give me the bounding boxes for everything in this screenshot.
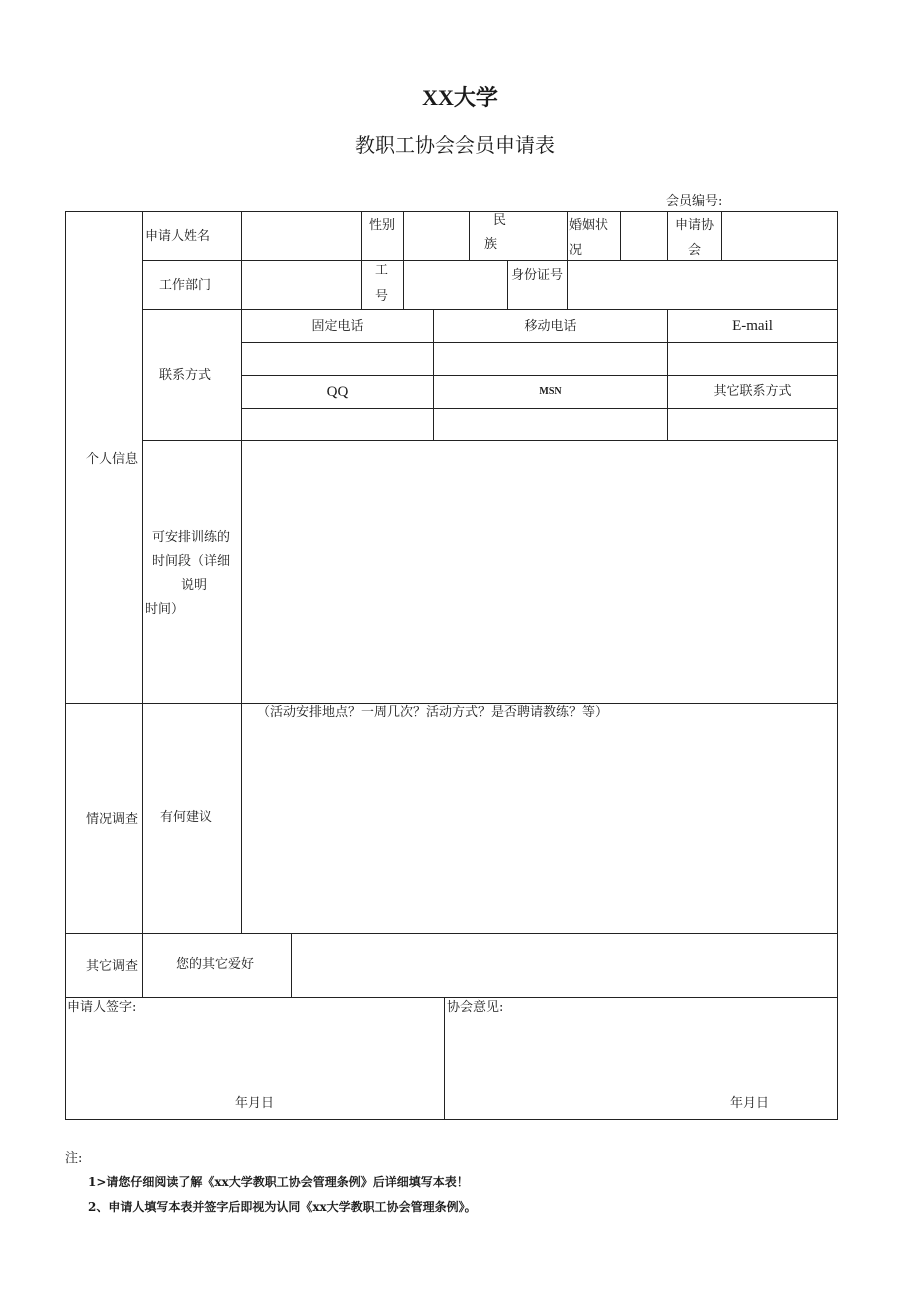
hobbies-label: 您的其它爱好 — [176, 957, 255, 972]
email-header: E-mail — [732, 318, 773, 334]
department-label: 工作部门 — [159, 278, 212, 293]
msn-input[interactable] — [434, 409, 666, 439]
staff-number-input[interactable] — [404, 261, 506, 308]
association-opinion-label: 协会意见: — [447, 1000, 504, 1015]
mobile-header: 移动电话 — [524, 319, 577, 334]
form-title: 教职工协会会员申请表 — [355, 133, 555, 157]
id-number-label: 身份证号 — [511, 268, 564, 283]
suggestions-hint: （活动安排地点？一周几次？活动方式？是否聘请教练？等） — [257, 705, 609, 720]
suggestions-input[interactable] — [242, 724, 836, 932]
note-item-2: 2、申请人填写本表并签字后即视为认同《xx大学教职工协会管理条例》。 — [88, 1200, 477, 1214]
qq-input[interactable] — [242, 409, 432, 439]
note-item-1: 1>请您仔细阅读了解《xx大学教职工协会管理条例》后详细填写本表！ — [88, 1175, 469, 1189]
university-title: XX大学 — [422, 85, 498, 110]
member-number-label: 会员编号: — [666, 194, 723, 209]
gender-label: 性别 — [369, 218, 396, 233]
landline-header: 固定电话 — [311, 319, 364, 334]
other-contact-input[interactable] — [668, 409, 836, 439]
member-number-field[interactable] — [728, 191, 836, 211]
ethnicity-input[interactable] — [470, 212, 566, 259]
email-input[interactable] — [668, 343, 836, 374]
association-input[interactable] — [722, 212, 836, 259]
mobile-input[interactable] — [434, 343, 666, 374]
msn-header: MSN — [539, 386, 562, 397]
association-opinion-field[interactable] — [445, 1018, 836, 1093]
id-number-input[interactable] — [568, 261, 836, 308]
notes-label: 注: — [65, 1151, 83, 1166]
applicant-signature-field[interactable] — [66, 1018, 443, 1093]
gender-input[interactable] — [404, 212, 468, 259]
contact-label: 联系方式 — [159, 368, 212, 383]
section-personal-info: 个人信息 — [86, 452, 139, 467]
training-time-input[interactable] — [242, 441, 836, 702]
applicant-signature-label: 申请人签字: — [67, 1000, 137, 1015]
department-input[interactable] — [242, 261, 360, 308]
qq-header: QQ — [326, 384, 349, 400]
other-contact-header: 其它联系方式 — [713, 384, 792, 399]
landline-input[interactable] — [242, 343, 432, 374]
section-survey: 情况调查 — [86, 812, 139, 827]
hobbies-input[interactable] — [292, 934, 836, 996]
section-other-survey: 其它调查 — [86, 959, 139, 974]
applicant-name-label: 申请人姓名 — [145, 229, 211, 244]
applicant-date: 年月日 — [235, 1096, 275, 1111]
suggestions-label: 有何建议 — [160, 810, 213, 825]
applicant-name-input[interactable] — [242, 212, 360, 259]
marital-status-input[interactable] — [621, 212, 666, 259]
association-date: 年月日 — [730, 1096, 770, 1111]
